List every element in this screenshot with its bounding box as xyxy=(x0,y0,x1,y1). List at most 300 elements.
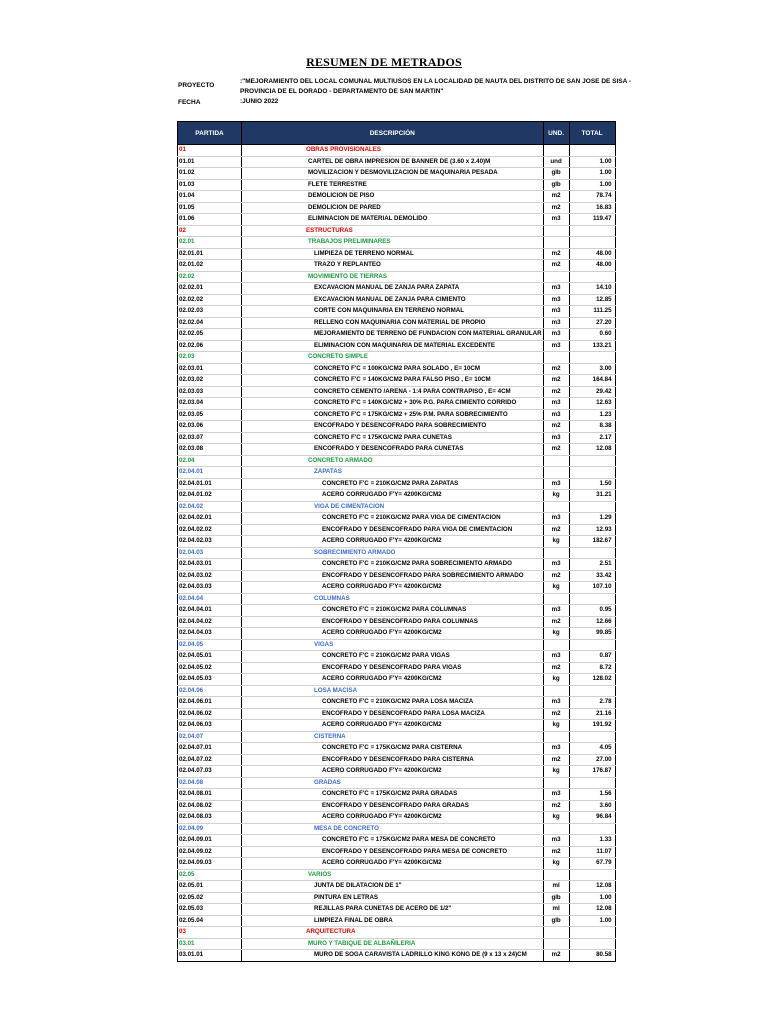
cell-descripcion: FLETE TERRESTRE xyxy=(242,179,544,191)
table-row xyxy=(178,662,616,674)
table-body xyxy=(178,145,616,962)
cell-und xyxy=(543,455,569,467)
table-row xyxy=(178,340,616,352)
cell-total: 2.17 xyxy=(569,432,615,444)
cell-partida: 02.03.04 xyxy=(178,398,242,410)
cell-total xyxy=(569,271,615,283)
table-row xyxy=(178,294,616,306)
cell-partida: 02.04.04 xyxy=(178,593,242,605)
cell-descripcion: CORTE CON MAQUINARIA EN TERRENO NORMAL xyxy=(242,306,544,318)
cell-partida: 02.04.05.02 xyxy=(178,662,242,674)
table-row xyxy=(178,915,616,927)
cell-partida: 02.04.05.03 xyxy=(178,674,242,686)
cell-und xyxy=(543,501,569,513)
table-row xyxy=(178,570,616,582)
cell-descripcion: REJILLAS PARA CUNETAS DE ACERO DE 1/2" xyxy=(242,904,544,916)
cell-partida: 02 xyxy=(178,225,242,237)
cell-descripcion: CONCRETO F'C = 175KG/CM2 PARA GRADAS xyxy=(242,789,544,801)
cell-descripcion: CONCRETO F'C = 140KG/CM2 PARA FALSO PISO , E= 10CM xyxy=(242,375,544,387)
cell-total: 29.42 xyxy=(569,386,615,398)
cell-und: kg xyxy=(543,536,569,548)
cell-und: kg xyxy=(543,812,569,824)
cell-und xyxy=(543,823,569,835)
cell-descripcion: DEMOLICION DE PARED xyxy=(242,202,544,214)
table-row xyxy=(178,260,616,272)
table-row xyxy=(178,432,616,444)
cell-partida: 02.04.07 xyxy=(178,731,242,743)
cell-descripcion: ACERO CORRUGADO F'Y= 4200KG/CM2 xyxy=(242,490,544,502)
cell-descripcion: CONCRETO F'C = 140KG/CM2 + 30% P.G. PARA CIMIENTO CORRIDO xyxy=(242,398,544,410)
cell-descripcion: CONCRETO ARMADO xyxy=(242,455,544,467)
cell-total: 0.60 xyxy=(569,329,615,341)
cell-total: 191.92 xyxy=(569,720,615,732)
table-row xyxy=(178,823,616,835)
cell-partida: 01.03 xyxy=(178,179,242,191)
cell-und: m2 xyxy=(543,570,569,582)
cell-und: m3 xyxy=(543,513,569,525)
cell-descripcion: CONCRETO F'C = 210KG/CM2 PARA COLUMNAS xyxy=(242,605,544,617)
cell-partida: 01.06 xyxy=(178,214,242,226)
table-row xyxy=(178,478,616,490)
cell-und: und xyxy=(543,156,569,168)
cell-und xyxy=(543,927,569,939)
cell-partida: 02.04.03 xyxy=(178,547,242,559)
table-row xyxy=(178,708,616,720)
cell-total: 164.84 xyxy=(569,375,615,387)
table-row xyxy=(178,651,616,663)
cell-partida: 02.03.03 xyxy=(178,386,242,398)
cell-total xyxy=(569,869,615,881)
cell-partida: 02.04.09.02 xyxy=(178,846,242,858)
table-row xyxy=(178,559,616,571)
table-row xyxy=(178,766,616,778)
cell-und: m3 xyxy=(543,317,569,329)
cell-partida: 02.02.02 xyxy=(178,294,242,306)
cell-partida: 02.04.01 xyxy=(178,467,242,479)
cell-descripcion: TRAZO Y REPLANTEO xyxy=(242,260,544,272)
cell-total: 27.00 xyxy=(569,754,615,766)
cell-total xyxy=(569,352,615,364)
cell-descripcion: ACERO CORRUGADO F'Y= 4200KG/CM2 xyxy=(242,720,544,732)
cell-descripcion: PINTURA EN LETRAS xyxy=(242,892,544,904)
table-row xyxy=(178,892,616,904)
cell-descripcion: ACERO CORRUGADO F'Y= 4200KG/CM2 xyxy=(242,858,544,870)
table-row xyxy=(178,800,616,812)
cell-total: 2.51 xyxy=(569,559,615,571)
cell-descripcion: CISTERNA xyxy=(242,731,544,743)
cell-und: glb xyxy=(543,892,569,904)
table-row xyxy=(178,271,616,283)
table-row xyxy=(178,835,616,847)
cell-und xyxy=(543,731,569,743)
cell-total xyxy=(569,455,615,467)
cell-partida: 02.05.03 xyxy=(178,904,242,916)
cell-total: 96.84 xyxy=(569,812,615,824)
cell-descripcion: ENCOFRADO Y DESENCOFRADO PARA GRADAS xyxy=(242,800,544,812)
cell-partida: 02.03.05 xyxy=(178,409,242,421)
cell-descripcion: CONCRETO F'C = 210KG/CM2 PARA VIGA DE CIMENTACION xyxy=(242,513,544,525)
table-row xyxy=(178,421,616,433)
cell-total: 128.02 xyxy=(569,674,615,686)
cell-und xyxy=(543,237,569,249)
cell-descripcion: MURO DE SOGA CARAVISTA LADRILLO KING KONG DE (9 x 13 x 24)CM xyxy=(242,950,544,962)
table-row xyxy=(178,306,616,318)
table-row xyxy=(178,329,616,341)
cell-und: m2 xyxy=(543,248,569,260)
cell-und: m2 xyxy=(543,363,569,375)
table-row xyxy=(178,317,616,329)
cell-descripcion: CONCRETO F'C = 175KG/CM2 PARA CISTERNA xyxy=(242,743,544,755)
table-row xyxy=(178,191,616,203)
cell-und: m2 xyxy=(543,444,569,456)
cell-und: m3 xyxy=(543,559,569,571)
cell-descripcion: CONCRETO F'C = 210KG/CM2 PARA ZAPATAS xyxy=(242,478,544,490)
cell-descripcion: TRABAJOS PRELIMINARES xyxy=(242,237,544,249)
cell-descripcion: ACERO CORRUGADO F'Y= 4200KG/CM2 xyxy=(242,674,544,686)
cell-descripcion: EXCAVACION MANUAL DE ZANJA PARA ZAPATA xyxy=(242,283,544,295)
cell-und: m3 xyxy=(543,743,569,755)
cell-descripcion: OBRAS PROVISIONALES xyxy=(242,145,544,157)
cell-und xyxy=(543,352,569,364)
cell-descripcion: CONCRETO SIMPLE xyxy=(242,352,544,364)
cell-partida: 02.04.02.03 xyxy=(178,536,242,548)
metrados-table xyxy=(177,121,616,962)
cell-und: m2 xyxy=(543,800,569,812)
cell-partida: 02.04.01.01 xyxy=(178,478,242,490)
cell-und: m3 xyxy=(543,283,569,295)
table-row xyxy=(178,352,616,364)
cell-partida: 02.05.02 xyxy=(178,892,242,904)
cell-partida: 02.03.01 xyxy=(178,363,242,375)
cell-total: 1.56 xyxy=(569,789,615,801)
cell-descripcion: ACERO CORRUGADO F'Y= 4200KG/CM2 xyxy=(242,582,544,594)
header-und: UND. xyxy=(543,122,569,145)
cell-partida: 02.04.04.02 xyxy=(178,616,242,628)
cell-und: m2 xyxy=(543,616,569,628)
cell-und: kg xyxy=(543,490,569,502)
table-row xyxy=(178,237,616,249)
cell-total xyxy=(569,467,615,479)
cell-partida: 01 xyxy=(178,145,242,157)
table-row xyxy=(178,674,616,686)
cell-descripcion: CARTEL DE OBRA IMPRESION DE BANNER DE (3.60 x 2.40)M xyxy=(242,156,544,168)
cell-partida: 01.01 xyxy=(178,156,242,168)
cell-total: 8.38 xyxy=(569,421,615,433)
cell-descripcion: ENCOFRADO Y DESENCOFRADO PARA VIGAS xyxy=(242,662,544,674)
cell-total: 1.23 xyxy=(569,409,615,421)
cell-partida: 01.05 xyxy=(178,202,242,214)
cell-total xyxy=(569,593,615,605)
table-row xyxy=(178,812,616,824)
cell-und xyxy=(543,225,569,237)
table-row xyxy=(178,685,616,697)
cell-partida: 02.01.02 xyxy=(178,260,242,272)
cell-descripcion: ACERO CORRUGADO F'Y= 4200KG/CM2 xyxy=(242,628,544,640)
table-row xyxy=(178,881,616,893)
table-row xyxy=(178,628,616,640)
cell-partida: 02.05.04 xyxy=(178,915,242,927)
cell-partida: 02.04 xyxy=(178,455,242,467)
cell-descripcion: ENCOFRADO Y DESENCOFRADO PARA CUNETAS xyxy=(242,444,544,456)
cell-und: kg xyxy=(543,674,569,686)
table-row xyxy=(178,938,616,950)
table-row xyxy=(178,950,616,962)
cell-total: 31.21 xyxy=(569,490,615,502)
cell-total: 11.07 xyxy=(569,846,615,858)
cell-und xyxy=(543,639,569,651)
cell-descripcion: MOVILIZACION Y DESMOVILIZACION DE MAQUINARIA PESADA xyxy=(242,168,544,180)
cell-descripcion: CONCRETO F'C = 175KG/CM2 PARA MESA DE CONCRETO xyxy=(242,835,544,847)
cell-total: 176.87 xyxy=(569,766,615,778)
cell-total xyxy=(569,237,615,249)
cell-und: m2 xyxy=(543,754,569,766)
cell-total: 12.85 xyxy=(569,294,615,306)
proyecto-value: :"MEJORAMIENTO DEL LOCAL COMUNAL MULTIUSOS EN LA LOCALIDAD DE NAUTA DEL DISTRITO DE SAN JOSE DE SISA - PROVINCIA DE EL DORADO - DEPARTAMENTO DE SAN MARTIN" xyxy=(240,78,632,95)
cell-und xyxy=(543,685,569,697)
cell-descripcion: MEJORAMIENTO DE TERRENO DE FUNDACION CON MATERIAL GRANULAR xyxy=(242,329,544,341)
cell-und: glb xyxy=(543,915,569,927)
cell-descripcion: VIGAS xyxy=(242,639,544,651)
cell-partida: 02.04.06.03 xyxy=(178,720,242,732)
cell-partida: 02.04.03.02 xyxy=(178,570,242,582)
table-row xyxy=(178,214,616,226)
cell-partida: 02.04.07.01 xyxy=(178,743,242,755)
cell-und: kg xyxy=(543,720,569,732)
cell-total: 1.00 xyxy=(569,156,615,168)
cell-und xyxy=(543,467,569,479)
cell-und: m3 xyxy=(543,478,569,490)
cell-und: m2 xyxy=(543,375,569,387)
cell-partida: 02.04.09.03 xyxy=(178,858,242,870)
cell-total: 12.66 xyxy=(569,616,615,628)
cell-partida: 02.05 xyxy=(178,869,242,881)
cell-partida: 02.04.08 xyxy=(178,777,242,789)
cell-partida: 02.04.08.01 xyxy=(178,789,242,801)
cell-partida: 02.03.08 xyxy=(178,444,242,456)
cell-partida: 02.04.07.02 xyxy=(178,754,242,766)
cell-partida: 02.03 xyxy=(178,352,242,364)
cell-partida: 03.01 xyxy=(178,938,242,950)
cell-total: 3.00 xyxy=(569,363,615,375)
cell-und: m3 xyxy=(543,789,569,801)
cell-partida: 02.04.06 xyxy=(178,685,242,697)
cell-total: 12.08 xyxy=(569,444,615,456)
cell-partida: 02.05.01 xyxy=(178,881,242,893)
cell-und: m3 xyxy=(543,294,569,306)
cell-descripcion: ENCOFRADO Y DESENCOFRADO PARA VIGA DE CIMENTACION xyxy=(242,524,544,536)
proyecto-label: PROYECTO xyxy=(178,82,215,89)
cell-total: 111.25 xyxy=(569,306,615,318)
cell-und: kg xyxy=(543,858,569,870)
cell-total: 1.00 xyxy=(569,168,615,180)
cell-partida: 02.03.02 xyxy=(178,375,242,387)
table-row xyxy=(178,283,616,295)
cell-und: m2 xyxy=(543,202,569,214)
cell-descripcion: CONCRETO F'C = 210KG/CM2 PARA SOBRECIMIENTO ARMADO xyxy=(242,559,544,571)
cell-total: 0.87 xyxy=(569,651,615,663)
cell-total: 182.67 xyxy=(569,536,615,548)
cell-descripcion: ENCOFRADO Y DESENCOFRADO PARA COLUMNAS xyxy=(242,616,544,628)
cell-partida: 02.04.02.02 xyxy=(178,524,242,536)
fecha-value: :JUNIO 2022 xyxy=(240,98,279,105)
cell-partida: 03.01.01 xyxy=(178,950,242,962)
cell-total xyxy=(569,685,615,697)
cell-partida: 02.04.08.02 xyxy=(178,800,242,812)
cell-partida: 02.04.04.03 xyxy=(178,628,242,640)
header-descripcion: DESCRIPCIÓN xyxy=(242,122,544,145)
cell-total: 12.08 xyxy=(569,904,615,916)
cell-partida: 02.04.06.01 xyxy=(178,697,242,709)
cell-und: m3 xyxy=(543,409,569,421)
cell-partida: 02.03.07 xyxy=(178,432,242,444)
cell-total: 133.21 xyxy=(569,340,615,352)
table-row xyxy=(178,225,616,237)
cell-descripcion: ENCOFRADO Y DESENCOFRADO PARA CISTERNA xyxy=(242,754,544,766)
table-row xyxy=(178,501,616,513)
header-partida: PARTIDA xyxy=(178,122,242,145)
cell-total: 1.00 xyxy=(569,892,615,904)
table-row xyxy=(178,409,616,421)
table-row xyxy=(178,386,616,398)
cell-partida: 02.04.02.01 xyxy=(178,513,242,525)
cell-total xyxy=(569,731,615,743)
cell-und: m2 xyxy=(543,260,569,272)
cell-total: 12.08 xyxy=(569,881,615,893)
cell-und: glb xyxy=(543,179,569,191)
cell-partida: 02.04.06.02 xyxy=(178,708,242,720)
cell-descripcion: ELIMINACION CON MAQUINARIA DE MATERIAL EXCEDENTE xyxy=(242,340,544,352)
cell-total xyxy=(569,927,615,939)
table-row xyxy=(178,777,616,789)
cell-und: m3 xyxy=(543,697,569,709)
table-row xyxy=(178,444,616,456)
cell-descripcion: CONCRETO CEMENTO /ARENA - 1:4 PARA CONTRAPISO , E= 4CM xyxy=(242,386,544,398)
cell-total: 0.95 xyxy=(569,605,615,617)
table-row xyxy=(178,524,616,536)
cell-total xyxy=(569,639,615,651)
table-row xyxy=(178,547,616,559)
cell-descripcion: ARQUITECTURA xyxy=(242,927,544,939)
cell-und: ml xyxy=(543,881,569,893)
cell-und: m2 xyxy=(543,524,569,536)
table-row xyxy=(178,731,616,743)
cell-total xyxy=(569,547,615,559)
table-row xyxy=(178,168,616,180)
cell-total: 21.16 xyxy=(569,708,615,720)
cell-partida: 02.02.05 xyxy=(178,329,242,341)
cell-und: m2 xyxy=(543,386,569,398)
table-row xyxy=(178,743,616,755)
table-row xyxy=(178,720,616,732)
cell-total: 16.83 xyxy=(569,202,615,214)
cell-partida: 01.02 xyxy=(178,168,242,180)
cell-descripcion: JUNTA DE DILATACION DE 1" xyxy=(242,881,544,893)
cell-und xyxy=(543,938,569,950)
cell-partida: 02.01 xyxy=(178,237,242,249)
cell-und: m2 xyxy=(543,191,569,203)
header-total: TOTAL xyxy=(569,122,615,145)
cell-total xyxy=(569,225,615,237)
cell-partida: 02.04.03.01 xyxy=(178,559,242,571)
cell-descripcion: ZAPATAS xyxy=(242,467,544,479)
cell-descripcion: LOSA MACISA xyxy=(242,685,544,697)
table-row xyxy=(178,248,616,260)
cell-total: 2.78 xyxy=(569,697,615,709)
cell-descripcion: ENCOFRADO Y DESENCOFRADO PARA SOBRECIMIENTO xyxy=(242,421,544,433)
cell-partida: 02.04.02 xyxy=(178,501,242,513)
cell-total xyxy=(569,938,615,950)
cell-descripcion: CONCRETO F'C = 175KG/CM2 + 25% P.M. PARA SOBRECIMIENTO xyxy=(242,409,544,421)
table-row xyxy=(178,582,616,594)
page-title: RESUMEN DE METRADOS xyxy=(306,55,462,69)
cell-und: m3 xyxy=(543,605,569,617)
cell-und: m3 xyxy=(543,306,569,318)
cell-und: m2 xyxy=(543,421,569,433)
cell-und xyxy=(543,547,569,559)
cell-total: 12.63 xyxy=(569,398,615,410)
cell-und: kg xyxy=(543,628,569,640)
cell-descripcion: ELIMINACION DE MATERIAL DEMOLIDO xyxy=(242,214,544,226)
cell-descripcion: CONCRETO F'C = 210KG/CM2 PARA LOSA MACIZA xyxy=(242,697,544,709)
cell-partida: 02.04.05.01 xyxy=(178,651,242,663)
cell-descripcion: ENCOFRADO Y DESENCOFRADO PARA MESA DE CONCRETO xyxy=(242,846,544,858)
cell-total: 27.20 xyxy=(569,317,615,329)
table-row xyxy=(178,593,616,605)
cell-total: 1.29 xyxy=(569,513,615,525)
table-row xyxy=(178,904,616,916)
cell-total: 1.00 xyxy=(569,915,615,927)
cell-total: 12.93 xyxy=(569,524,615,536)
cell-descripcion: LIMPIEZA DE TERRENO NORMAL xyxy=(242,248,544,260)
cell-descripcion: ENCOFRADO Y DESENCOFRADO PARA LOSA MACIZA xyxy=(242,708,544,720)
cell-descripcion: SOBRECIMIENTO ARMADO xyxy=(242,547,544,559)
table-row xyxy=(178,697,616,709)
cell-descripcion: MOVIMIENTO DE TIERRAS xyxy=(242,271,544,283)
table-row xyxy=(178,490,616,502)
cell-descripcion: VARIOS xyxy=(242,869,544,881)
cell-total xyxy=(569,823,615,835)
cell-und: m2 xyxy=(543,846,569,858)
cell-und: m3 xyxy=(543,214,569,226)
cell-descripcion: CONCRETO F'C = 210KG/CM2 PARA VIGAS xyxy=(242,651,544,663)
cell-partida: 02.04.08.03 xyxy=(178,812,242,824)
cell-partida: 02.01.01 xyxy=(178,248,242,260)
cell-und: m3 xyxy=(543,432,569,444)
cell-total: 1.50 xyxy=(569,478,615,490)
cell-partida: 02.04.09.01 xyxy=(178,835,242,847)
cell-descripcion: CONCRETO F'C = 100KG/CM2 PARA SOLADO , E= 10CM xyxy=(242,363,544,375)
cell-partida: 02.02.01 xyxy=(178,283,242,295)
cell-und: ml xyxy=(543,904,569,916)
cell-und: glb xyxy=(543,168,569,180)
cell-total: 80.58 xyxy=(569,950,615,962)
table-row xyxy=(178,869,616,881)
cell-total: 4.05 xyxy=(569,743,615,755)
cell-total: 14.10 xyxy=(569,283,615,295)
cell-und: kg xyxy=(543,582,569,594)
cell-partida: 02.02 xyxy=(178,271,242,283)
table-row xyxy=(178,927,616,939)
cell-partida: 02.04.07.03 xyxy=(178,766,242,778)
cell-partida: 02.04.09 xyxy=(178,823,242,835)
cell-total: 3.60 xyxy=(569,800,615,812)
cell-total: 8.72 xyxy=(569,662,615,674)
cell-total: 67.79 xyxy=(569,858,615,870)
cell-partida: 02.02.04 xyxy=(178,317,242,329)
fecha-label: FECHA xyxy=(178,99,201,106)
table-row xyxy=(178,363,616,375)
cell-und: m2 xyxy=(543,708,569,720)
